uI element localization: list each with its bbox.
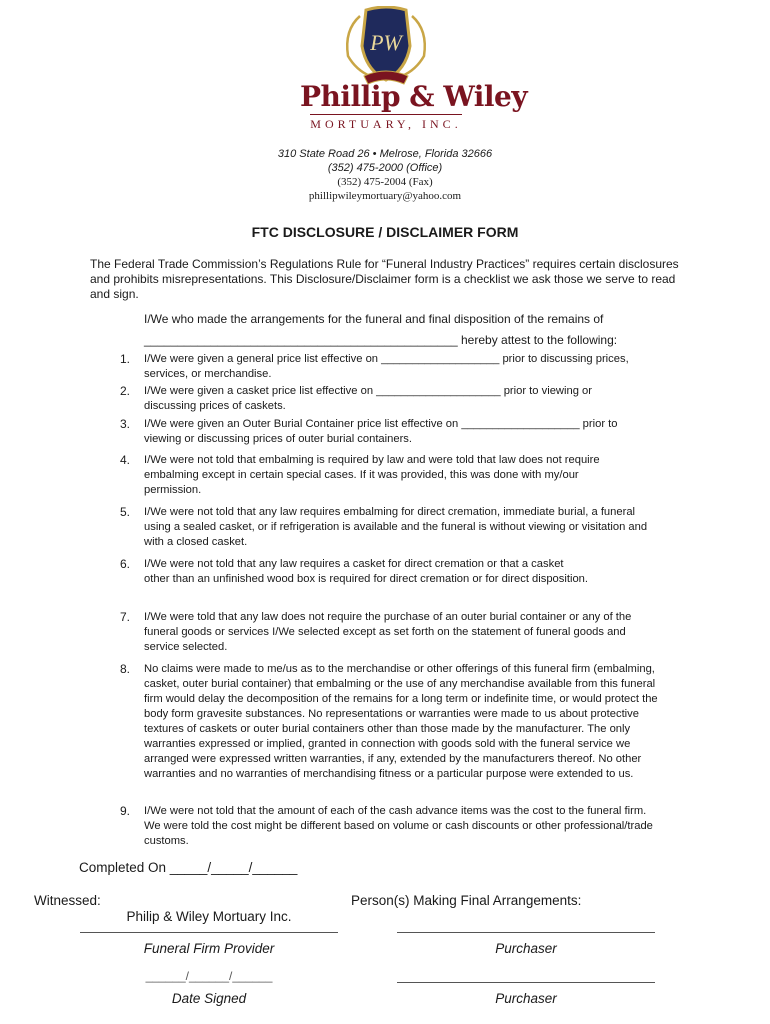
date-blank: ______/______/______: [145, 969, 273, 983]
fax-number: (352) 475-2004 (Fax): [337, 176, 433, 188]
firm-signature-line: [80, 932, 338, 933]
attest-line-2: _______________________________________________ hereby attest to the following:: [144, 333, 618, 347]
intro-paragraph: The Federal Trade Commission’s Regulations Rule for “Funeral Industry Practices” requires certain disclosures and prohibits misrepresentations. This Disclosure/Disclaimer form is a checklist we ask those we serve to read and sign.: [90, 257, 679, 301]
address-line: 310 State Road 26 • Melrose, Florida 32666: [277, 148, 493, 160]
witnessed-label: Witnessed:: [34, 893, 101, 908]
office-phone: (352) 475-2000 (Office): [327, 162, 443, 174]
item-number: 1.: [119, 352, 130, 366]
list-item: I/We were not told that embalming is required by law and were told that law does not require embalming except in certain special cases. If it was provided, this was done with my/our permission.: [144, 454, 600, 496]
email-address: phillipwileymortuary@yahoo.com: [308, 190, 462, 202]
crest-icon: [330, 6, 442, 86]
item-number: 8.: [119, 662, 130, 676]
persons-label: Person(s) Making Final Arrangements:: [351, 893, 582, 908]
item-number: 7.: [119, 610, 130, 624]
purchaser-label-1: Purchaser: [495, 941, 557, 956]
brand-subtitle: MORTUARY, INC.: [310, 117, 462, 131]
form-title: FTC DISCLOSURE / DISCLAIMER FORM: [251, 224, 519, 240]
list-item: I/We were not told that any law requires embalming for direct cremation, immediate burial, a funeral using a sealed casket, or if refrigeration is available and the funeral is without viewing or visitation and with a closed casket.: [144, 506, 648, 548]
list-item: I/We were not told that the amount of each of the cash advance items was the cost to the funeral firm. We were told the cost might be different based on volume or cash discounts or other professional/trade customs.: [144, 805, 653, 847]
list-item: No claims were made to me/us as to the merchandise or other offerings of this funeral firm (embalming, casket, outer burial container) that embalming or the use of any merchandise available from this funeral firm would delay the decomposition of the remains for a long term or indefinite time, or would protect the body form gravesite substances. No representations or warranties were made to us about protective textures of caskets or outer burial containers other than those made by the manufacturer. The only warranties expressed or implied, granted in connection with goods sold with the funeral service we arranged were expressed written warranties, if any, extended by the manufacturers thereof. No other warranties and no warranties of merchandising fitness or a particular purpose were extended to us.: [144, 663, 658, 780]
item-number: 6.: [119, 557, 130, 571]
item-number: 4.: [119, 453, 130, 467]
list-item: I/We were told that any law does not require the purchase of an outer burial container or any of the funeral goods or services I/We selected except as set forth on the statement of funeral goods and service selected.: [144, 611, 632, 653]
purchaser-label-2: Purchaser: [495, 991, 557, 1006]
date-signed-label: Date Signed: [171, 991, 247, 1006]
purchaser-signature-line-2: [397, 982, 655, 983]
funeral-firm-provider-label: Funeral Firm Provider: [143, 941, 275, 956]
item-number: 9.: [119, 804, 130, 818]
brand-name: Phillip & Wiley: [300, 80, 528, 113]
list-item: I/We were given an Outer Burial Container price list effective on ___________________ prior to viewing or discussing prices of outer burial containers.: [144, 418, 618, 445]
list-item: I/We were given a general price list effective on ___________________ prior to discussing prices, services, or merchandise.: [144, 353, 629, 380]
brand-divider: [310, 114, 462, 115]
attest-line-1: I/We who made the arrangements for the funeral and final disposition of the remains of: [144, 312, 604, 326]
item-number: 5.: [119, 505, 130, 519]
firm-name: Philip & Wiley Mortuary Inc.: [126, 909, 292, 924]
completed-on-date: Completed On _____/_____/______: [79, 860, 298, 875]
list-item: I/We were given a casket price list effective on ____________________ prior to viewing or discussing prices of caskets.: [144, 385, 592, 412]
item-number: 3.: [119, 417, 130, 431]
svg-text:PW: PW: [370, 30, 402, 55]
list-item: I/We were not told that any law requires a casket for direct cremation or that a casket other than an unfinished wood box is required for direct cremation or for direct disposition.: [144, 558, 589, 585]
company-logo: [300, 6, 528, 132]
item-number: 2.: [119, 384, 130, 398]
purchaser-signature-line-1: [397, 932, 655, 933]
